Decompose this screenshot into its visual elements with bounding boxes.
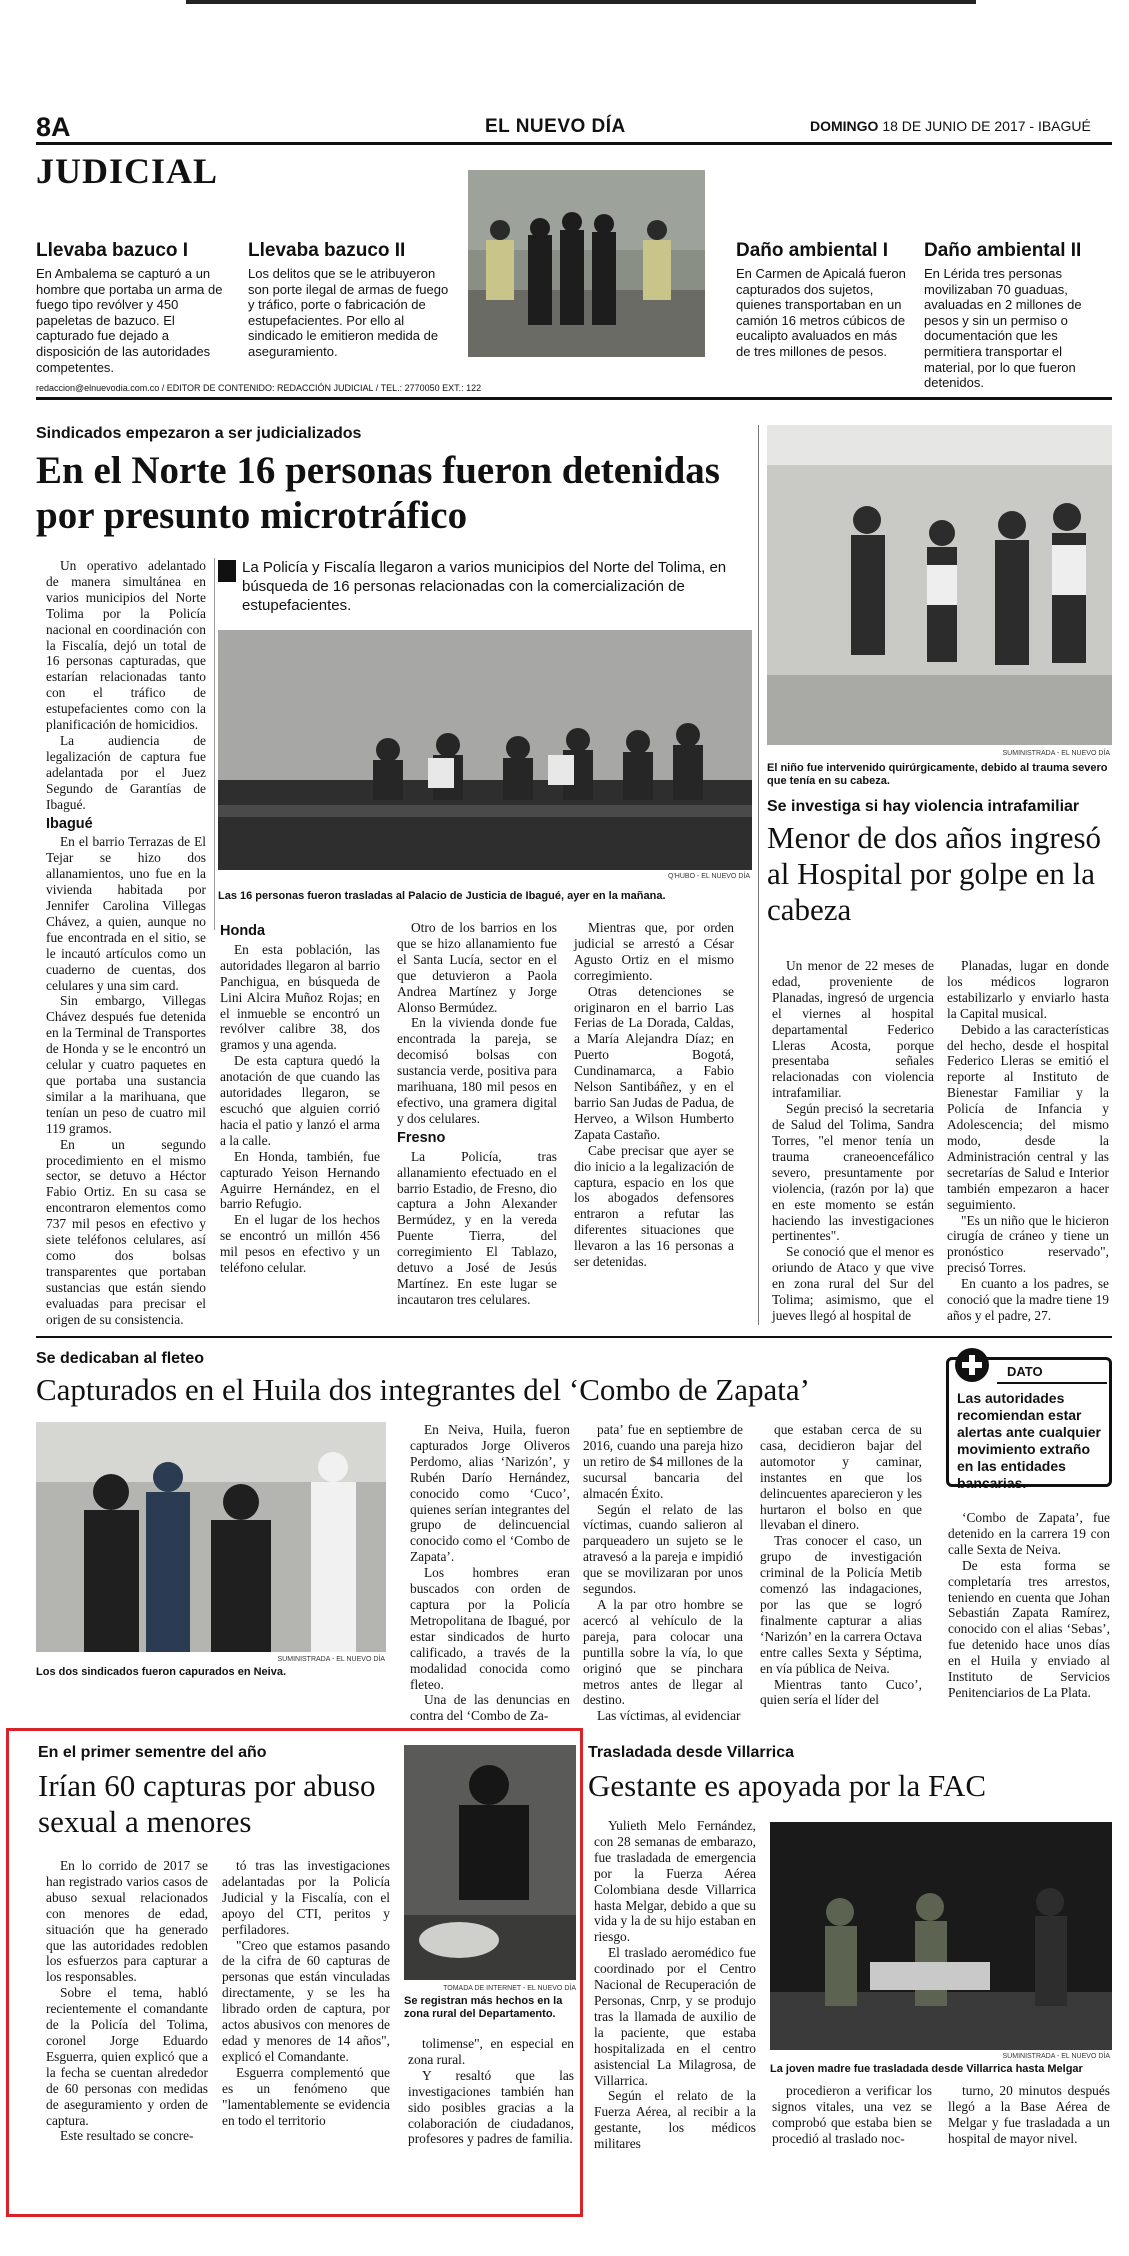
paragraph: En la vivienda donde fue encontrada la pareja, se decomisó bolsas con sustancia verde, positiva para marihuana, 180 mil pesos en efectivo, una gramera digital y dos celulares. xyxy=(397,1015,557,1126)
subhead-honda: Honda xyxy=(220,923,266,939)
story3-col2 xyxy=(583,1422,743,1724)
brief-1 xyxy=(36,240,232,375)
story5-photo-credit: SUMINISTRADA - EL NUEVO DÍA xyxy=(1002,2053,1110,2060)
paragraph: Otro de los barrios en los que se hizo allanamiento fue el Santa Lucía, sector en el que detuvieron a Paola Andrea Martínez y Jorge Alonso Bermúdez. xyxy=(397,920,557,1015)
paragraph: Según precisó la secretaria de Salud del Tolima, Sandra Torres, "el menor tenía un trauma craneoencefálico severo, presuntamente por violencia, (razón por la) que en este momento se están haciendo las investigaciones pertinentes". xyxy=(772,1101,934,1244)
story2-col2 xyxy=(947,958,1109,1324)
header-photo xyxy=(468,170,705,357)
story1-photo-credit: Q'HUBO - EL NUEVO DÍA xyxy=(668,873,750,880)
paragraph: "Es un niño que le hicieron cirugía de cráneo y tiene un pronóstico reservado", precisó Torres. xyxy=(947,1212,1109,1276)
story1-headline: En el Norte 16 personas fueron detenidas por presunto microtráfico xyxy=(36,449,720,537)
paragraph: Debido a las características del hecho, desde el hospital Federico Lleras se emitió el reporte al Instituto de Bienestar Familiar y la Policía de Infancia y Adolescencia; del mismo modo, desde la Administración central y las secretarías de Salud e Interior también empezaron a hacer seguimiento. xyxy=(947,1021,1109,1212)
story1-story2-divider xyxy=(758,425,759,1325)
paragraph: Los hombres eran buscados con orden de captura por la Policía Metropolitana de Ibagué, por estar sindicados de hurto calificado, a través de la modalidad conocida como fleteo. xyxy=(410,1565,570,1692)
story3-col3 xyxy=(760,1422,922,1708)
paragraph: La Policía, tras allanamiento efectuado en el barrio Estadio, de Fresno, dio captura a John Alexander Bermúdez, y en la vereda Puente Tierra, del corregimiento El Tablazo, detuvo a José de Jesús Martínez. En este lugar se incautaron tres celulares. xyxy=(397,1148,557,1307)
paragraph: A la par otro hombre se acercó al vehículo de la pareja, para colocar una puntilla sobre la vía, lo que originó que se pinchara metros antes de llegar al destino. xyxy=(583,1596,743,1708)
brief-text: En Ambalema se capturó a un hombre que portaba un arma de fuego tipo revólver y 450 papeletas de bazuco. El capturado fue dejado a disposición de las autoridades competentes. xyxy=(36,266,223,375)
story3-rule xyxy=(36,1336,1112,1338)
brief-4 xyxy=(924,240,1114,391)
brief-2 xyxy=(248,240,454,360)
story5-col3 xyxy=(948,2083,1110,2147)
paragraph: De esta forma se completaría tres arrestos, teniendo en cuenta que Johan Sebastián Zapata Ramírez, conocido con el alias ‘Sebas’, fue detenido hace unos días en el Huila y enviado al Instituto de Servicios Penitenciarios de La Plata. xyxy=(948,1557,1110,1700)
brief-text: Los delitos que se le atribuyeron son porte ilegal de armas de fuego y tráfico, porte o fabricación de estupefacientes. Por ello al sindicado le emitieron medida de aseguramiento. xyxy=(248,266,449,359)
story4-photo-credit: TOMADA DE INTERNET - EL NUEVO DÍA xyxy=(443,1985,576,1992)
paragraph: En un segundo procedimiento en el mismo sector, se detuvo a Héctor Fabio Ortiz. En su casa se encontraron elementos como 737 mil pesos en efectivo y siete teléfonos celulares, así como dos bolsas transparentes que portaban sustancias que están siendo evaluadas para precisar el origen de su consistencia. xyxy=(46,1136,206,1327)
story2-photo-caption: El niño fue intervenido quirúrgicamente, debido al trauma severo que tenía en su cabeza. xyxy=(767,762,1108,787)
header-rule xyxy=(36,142,1112,145)
story4-col2 xyxy=(222,1858,390,2128)
story1-col1 xyxy=(46,558,206,1328)
paragraph: tolimense", en especial en zona rural. xyxy=(408,2036,574,2067)
story4-photo xyxy=(404,1745,576,1980)
paragraph: En Honda, también, fue capturado Yeison Hernando Aguirre Hernández, en el barrio Refugio. xyxy=(220,1148,380,1212)
paragraph: Mientras que, por orden judicial se arrestó a César Agusto Ortiz en el mismo corregimiento. xyxy=(574,920,734,983)
story2-photo xyxy=(767,425,1112,745)
paragraph: Un menor de 22 meses de edad, proveniente de Planadas, ingresó de urgencia el viernes al hospital departamental Federico Lleras Acosta, porque presentaba señales relacionadas con violencia intrafamiliar. xyxy=(772,958,934,1101)
paragraph: ‘Combo de Zapata’, fue detenido en la carrera 19 con calle Sexta de Neiva. xyxy=(948,1510,1110,1557)
paragraph: Otras detenciones se originaron en el barrio Las Ferias de La Dorada, Caldas, a María Alejandra Díaz; en Puerto Bogotá, Cundinamarca, a Fabio Nelson Santibáñez, y en el barrio San Judas de Padua, de Herveo, a Wilson Humberto Zapata Castaño. xyxy=(574,983,734,1142)
brief-title: Llevaba bazuco I xyxy=(36,240,189,261)
paragraph: En el barrio Terrazas de El Tejar se hizo dos allanamientos, uno fue en la vivienda habitada por Jennifer Carolina Villegas Chávez, a quien, aunque no fue encontrada en el sitio, se le incautó artículos como un cuaderno de cuentas, dos celulares y una sim card. xyxy=(46,834,206,993)
paragraph: Yulieth Melo Fernández, con 28 semanas de embarazo, fue trasladada de emergencia por la Fuerza Aérea Colombiana desde Villarrica hasta Melgar, debido a que su vida y la de su hijo estaban en riesgo. xyxy=(594,1818,756,1945)
column-divider xyxy=(214,558,215,930)
story2-photo-credit: SUMINISTRADA - EL NUEVO DÍA xyxy=(1002,750,1110,757)
paragraph: En esta población, las autoridades llegaron al barrio Panchigua, en búsqueda de Lini Alcira Muñoz Rojas; en el inmueble se encontró un revólver calibre 38, dos gramos y una agenda. xyxy=(220,941,380,1053)
paragraph: Tras conocer el caso, un grupo de investigación criminal de la Policía Metib comenzó las indagaciones, por las que se logró finalmente capturar a alias ‘Narizón’ en la carrera Octava entre calles Sexta y Séptima, en vía pública de Neiva. xyxy=(760,1533,922,1676)
story4-col1 xyxy=(46,1858,208,2144)
paragraph: Se conoció que el menor es oriundo de Ataco y que vive en zona rural del Sur del Tolima; asimismo, que el jueves llegó al hospital de xyxy=(772,1244,934,1323)
paragraph: El traslado aeromédico fue coordinado por el Centro Nacional de Recuperación de Personas, Cnrp, y se produjo tras la llamada de auxilio de la paciente, que estaba hospitalizada en el centro asistencial La Milagrosa, de Villarrica. xyxy=(594,1945,756,2088)
paragraph: Según el relato de la Fuerza Aérea, al recibir a la gestante, los médicos militares xyxy=(594,2088,756,2152)
paragraph: Las víctimas, al evidenciar xyxy=(597,1708,741,1724)
story2-kicker: Se investiga si hay violencia intrafamiliar xyxy=(767,798,1080,815)
paragraph: En lo corrido de 2017 se han registrado varios casos de abuso sexual relacionados con menores de edad, situación que ha generado que las autoridades redoblen los esfuerzos para capturar a los responsables. xyxy=(46,1858,208,1985)
lead-marker xyxy=(218,560,236,582)
story3-kicker: Se dedicaban al fleteo xyxy=(36,1350,205,1367)
subhead-ibague: Ibagué xyxy=(46,815,93,832)
paragraph: turno, 20 minutos después llegó a la Base Aérea de Melgar y fue trasladada a un hospital de mayor nivel. xyxy=(948,2083,1110,2146)
story5-col2 xyxy=(772,2083,932,2147)
paragraph: Según el relato de las víctimas, cuando salieron al parqueadero un sujeto se le atravesó a la pareja e impidió que se movilizaran por unos segundos. xyxy=(583,1501,743,1597)
story1-col4 xyxy=(574,920,734,1270)
paragraph: La audiencia de legalización de captura fue adelantada por el Juez Segundo de Garantías de Ibagué. xyxy=(46,732,206,812)
story5-headline: Gestante es apoyada por la FAC xyxy=(588,1768,987,1803)
paragraph: En cuanto a los padres, se conoció que la madre tiene 19 años y el padre, 27. xyxy=(947,1276,1109,1323)
story5-col1 xyxy=(594,1818,756,2152)
page-number: 8A xyxy=(36,112,71,142)
dato-label: DATO xyxy=(1007,1364,1043,1379)
subhead-fresno: Fresno xyxy=(397,1129,446,1146)
date-day: DOMINGO xyxy=(810,118,879,134)
paragraph: Esguerra complementó que es un fenómeno que "lamentablemente se evidencia en todo el territorio xyxy=(222,2064,390,2128)
paragraph: De esta captura quedó la anotación de que cuando las autoridades llegaron, se escuchó que alguien corrió hacia el patio y lanzó el arma a la calle. xyxy=(220,1053,380,1148)
brief-3 xyxy=(736,240,914,360)
dato-rule xyxy=(997,1382,1107,1384)
story4-photo-caption: Se registran más hechos en la zona rural del Departamento. xyxy=(404,1995,563,2020)
story1-kicker: Sindicados empezaron a ser judicializados xyxy=(36,425,362,442)
story1-photo xyxy=(218,630,752,870)
dato-box xyxy=(946,1357,1112,1491)
date-rest: 18 DE JUNIO DE 2017 - IBAGUÉ xyxy=(882,118,1091,134)
paragraph: tó tras las investigaciones adelantadas por la Policía Judicial y la Fiscalía, con el apoyo del CTI, peritos y perfiladores. xyxy=(222,1858,390,1937)
paragraph: Este resultado se concre- xyxy=(60,2128,194,2144)
story5-photo xyxy=(770,1822,1112,2050)
story3-col1 xyxy=(410,1422,570,1724)
story1-lead: La Policía y Fiscalía llegaron a varios municipios del Norte del Tolima, en búsqueda de 16 personas relacionadas con la comercialización de estupefacientes. xyxy=(242,559,727,614)
story1-col2 xyxy=(220,920,380,1276)
dato-text: Las autoridades recomiendan estar alertas ante cualquier movimiento extraño en las entidades bancarias. xyxy=(957,1390,1101,1491)
paragraph: Sin embargo, Villegas Chávez después fue detenida en la Terminal de Transportes de Honda y se le encontró un celular y cuatro paquetes en que portaba una sustancia similar a la marihuana, que tenían un peso de cuatro mil 119 gramos. xyxy=(46,993,206,1136)
story4-headline: Irían 60 capturas por abuso sexual a menores xyxy=(38,1768,376,1839)
paragraph: Cabe precisar que ayer se dio inicio a la legalización de captura, espacio en los que los abogados defensores entraron a refutar las diferentes situaciones que llevaron a las 16 personas a ser detenidas. xyxy=(574,1142,734,1270)
paragraph: En Neiva, Huila, fueron capturados Jorge Oliveros Perdomo, alias ‘Narizón’, y Rubén Darío Hernández, conocido como ‘Cuco’, quienes serían integrantes del grupo de delincuencial conocido como el ‘Combo de Zapata’. xyxy=(410,1422,570,1565)
paragraph: Un operativo adelantado de manera simultánea en varios municipios del Norte Tolima por la Policía nacional en coordinación con la Fiscalía, dejó un total de 16 personas capturadas, que estarían relacionadas tanto con el tráfico de estupefacientes como con la planificación de homicidios. xyxy=(46,558,206,733)
paragraph: que estaban cerca de su casa, decidieron bajar del automotor y caminar, instantes en que los delincuentes aparecieron y les hurtaron el bolso en que llevaban el dinero. xyxy=(760,1422,922,1533)
story1-col3 xyxy=(397,920,557,1308)
story3-photo xyxy=(36,1422,386,1652)
story2-col1 xyxy=(772,958,934,1324)
paragraph: "Creo que estamos pasando de la cifra de 60 capturas de personas que están vinculadas directamente, y se les ha librado orden de captura, por actos abusivos con menores de edad y menores de 14 años", explicó el Comandante. xyxy=(222,1937,390,2064)
story5-photo-caption: La joven madre fue trasladada desde Villarrica hasta Melgar xyxy=(770,2063,1083,2075)
contact-line: redaccion@elnuevodia.com.co / EDITOR DE CONTENIDO: REDACCIÓN JUDICIAL / TEL.: 2770050 EXT.: 122 xyxy=(36,383,482,393)
paragraph: En el lugar de los hechos se encontró un millón 456 mil pesos en efectivo y un teléfono celular. xyxy=(220,1212,380,1276)
paragraph: procedieron a verificar los signos vitales, una vez se comprobó que estaba bien se procedió al traslado noc- xyxy=(772,2083,932,2146)
masthead-logo: EL NUEVO DÍA xyxy=(485,116,626,137)
story3-photo-caption: Los dos sindicados fueron capurados en Neiva. xyxy=(36,1666,287,1678)
brief-title: Llevaba bazuco II xyxy=(248,240,406,261)
section-title: JUDICIAL xyxy=(36,151,219,191)
story4-kicker: En el primer sementre del año xyxy=(38,1744,267,1761)
paragraph: Planadas, lugar en donde los médicos lograron estabilizarlo y enviarlo hasta la Capital musical. xyxy=(947,958,1109,1021)
story2-headline: Menor de dos años ingresó al Hospital por golpe en la cabeza xyxy=(767,820,1102,927)
brief-text: En Carmen de Apicalá fueron capturados dos sujetos, quienes transportaban en un camión 16 metros cúbicos de eucalipto avaluados en más de tres millones de pesos. xyxy=(736,266,906,359)
story1-photo-caption: Las 16 personas fueron trasladas al Palacio de Justicia de Ibagué, ayer en la mañana. xyxy=(218,890,666,902)
brief-title: Daño ambiental I xyxy=(736,240,889,261)
story3-headline: Capturados en el Huila dos integrantes del ‘Combo de Zapata’ xyxy=(36,1372,810,1407)
story3-col4 xyxy=(948,1510,1110,1701)
top-scan-edge xyxy=(186,0,976,4)
story3-photo-credit: SUMINISTRADA - EL NUEVO DÍA xyxy=(277,1656,385,1663)
paragraph: Y resaltó que las investigaciones también han sido posibles gracias a la colaboración de ciudadanos, profesores y padres de familia. xyxy=(408,2067,574,2147)
paragraph: pata’ fue en septiembre de 2016, cuando una pareja hizo un retiro de $4 millones de la sucursal bancaria del almacén Éxito. xyxy=(583,1422,743,1501)
brief-text: En Lérida tres personas movilizaban 70 guaduas, avaluadas en 2 millones de pesos y sin un permiso o documentación que les permitiera transportar el material, por lo que fueron detenidos. xyxy=(924,266,1082,391)
paragraph: Mientras tanto Cuco’, quien sería el líder del xyxy=(760,1676,922,1708)
briefs-rule xyxy=(36,397,1112,400)
plus-icon xyxy=(955,1348,989,1382)
paragraph: Una de las denuncias en contra del ‘Combo de Za- xyxy=(410,1692,570,1724)
story5-kicker: Trasladada desde Villarrica xyxy=(588,1744,795,1761)
brief-title: Daño ambiental II xyxy=(924,240,1082,261)
paragraph: Sobre el tema, habló recientemente el comandante de la Policía del Tolima, coronel Jorge Eduardo Esguerra, quien explicó que a la fecha se cuentan alrededor de 60 personas con medidas de aseguramiento y orden de captura. xyxy=(46,1985,208,2128)
story4-col3 xyxy=(408,2036,574,2147)
